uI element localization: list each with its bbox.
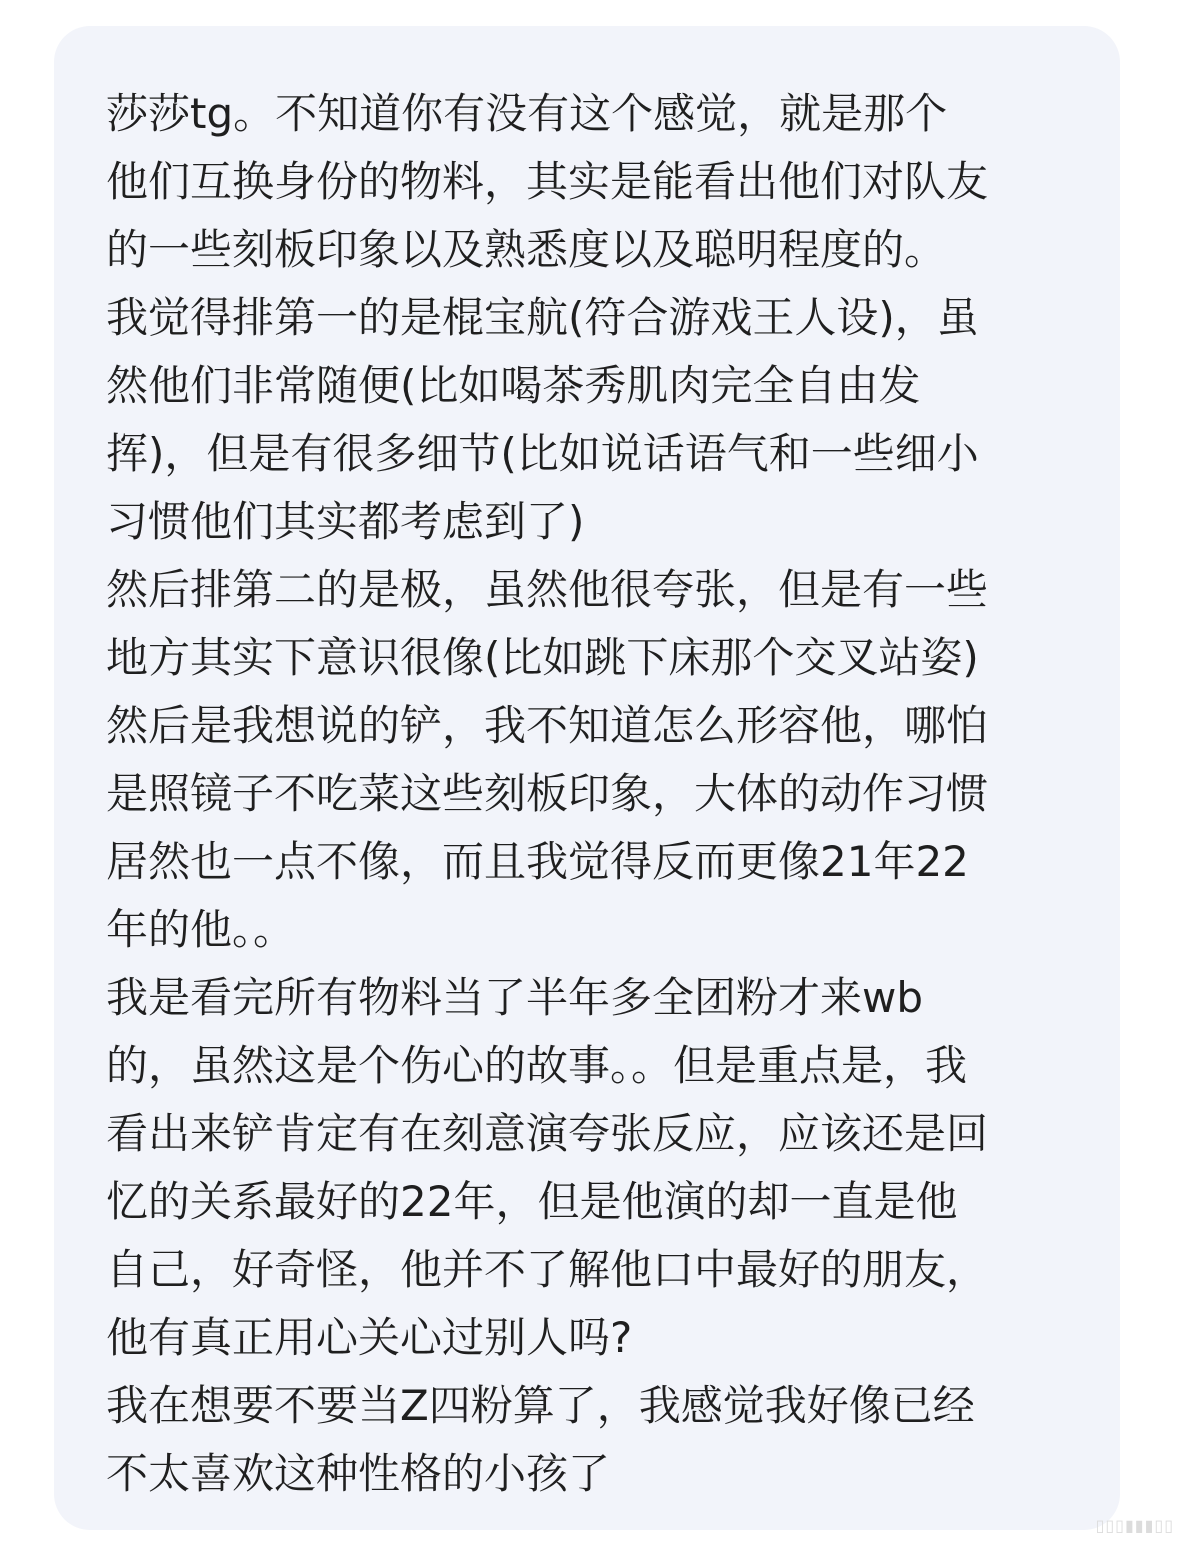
message-line: 看出来铲肯定有在刻意演夸张反应，应该还是回: [106, 1109, 989, 1158]
message-line: 的一些刻板印象以及熟悉度以及聪明程度的。: [106, 225, 947, 274]
message-line: 我觉得排第一的是棍宝航(符合游戏王人设)，虽: [106, 293, 979, 342]
message-line: 地方其实下意识很像(比如跳下床那个交叉站姿): [106, 633, 979, 682]
message-line: 然后是我想说的铲，我不知道怎么形容他，哪怕: [106, 701, 989, 750]
message-line: 是照镜子不吃菜这些刻板印象，大体的动作习惯: [106, 769, 989, 818]
message-line: 习惯他们其实都考虑到了): [106, 497, 585, 546]
message-line: 忆的关系最好的22年，但是他演的却一直是他: [106, 1177, 958, 1226]
message-line: 自己，好奇怪，他并不了解他口中最好的朋友，: [106, 1245, 989, 1294]
message-line: 莎莎tg。不知道你有没有这个感觉，就是那个: [106, 89, 948, 138]
message-line: 然后排第二的是极，虽然他很夸张，但是有一些: [106, 565, 989, 614]
message-line: 不太喜欢这种性格的小孩了: [106, 1449, 611, 1498]
message-text: [106, 80, 1086, 1508]
message-line: 居然也一点不像，而且我觉得反而更像21年22: [106, 837, 969, 886]
message-line: 然他们非常随便(比如喝茶秀肌肉完全自由发: [106, 361, 921, 410]
message-line: 我是看完所有物料当了半年多全团粉才来wb: [106, 973, 924, 1022]
watermark: ▯▯▯▮▮▮▯▯: [1095, 1516, 1174, 1535]
message-line: 他有真正用心关心过别人吗?: [106, 1313, 633, 1362]
message-line: 的，虽然这是个伤心的故事。。但是重点是，我: [106, 1041, 968, 1090]
message-line: 我在想要不要当Z四粉算了，我感觉我好像已经: [106, 1381, 975, 1430]
message-line: 他们互换身份的物料，其实是能看出他们对队友: [106, 157, 989, 206]
message-line: 年的他。。: [106, 905, 296, 954]
message-line: 挥)，但是有很多细节(比如说话语气和一些细小: [106, 429, 979, 478]
